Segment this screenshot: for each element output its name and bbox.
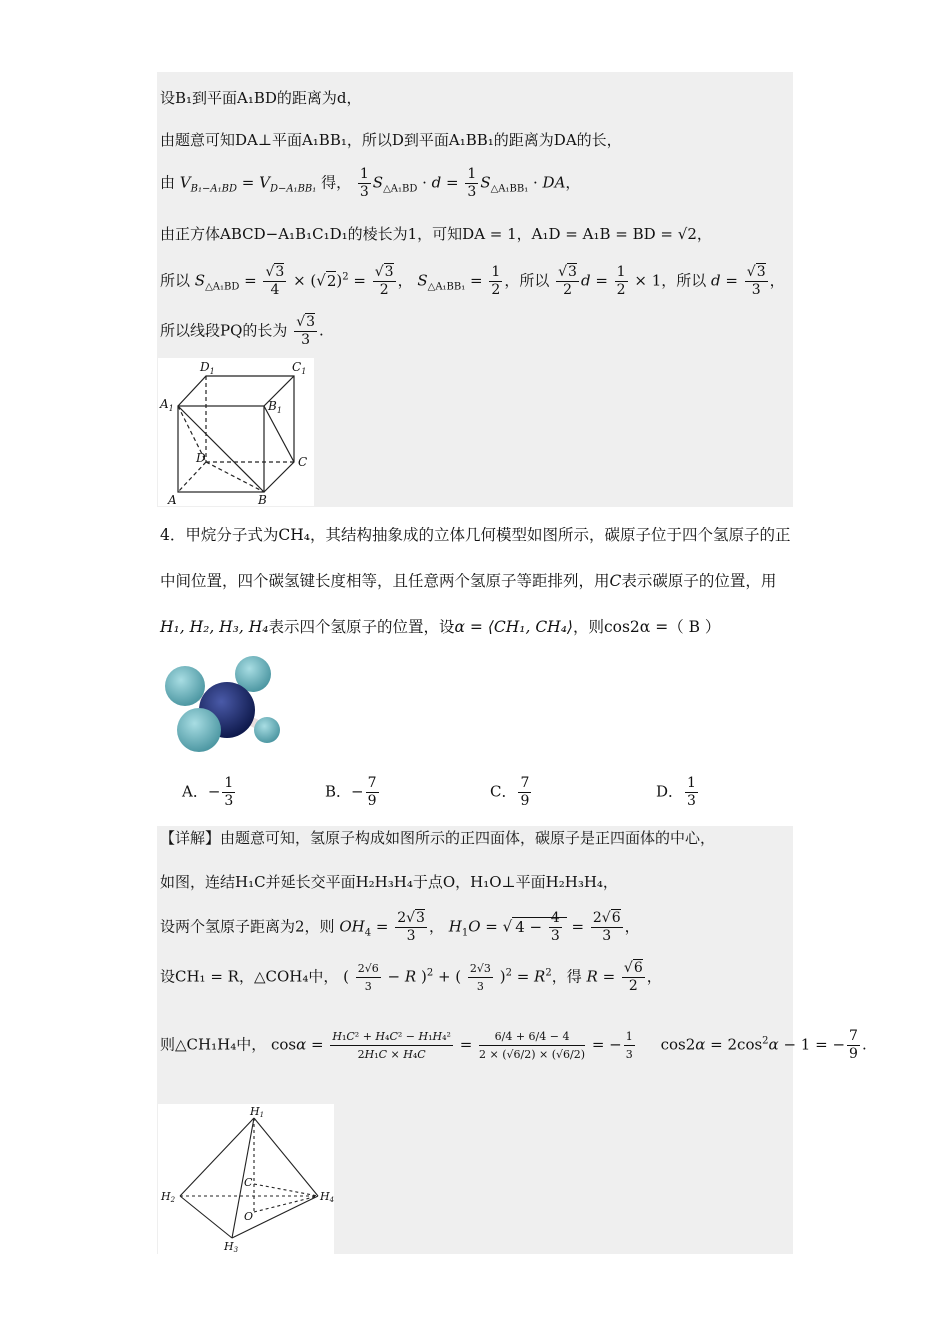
label-C1: $C_1$ [292,360,307,376]
label-D1: $D_1$ [200,360,215,376]
sol1-line4: 由正方体ABCD−A₁B₁C₁D₁的棱长为1，可知DA = 1，A₁D = A₁B = BD = √2， [160,225,712,243]
methane-figure [155,648,285,760]
label-B: B [258,493,267,506]
label-O: O [244,1210,254,1223]
label-C: C [298,455,308,469]
sol1-line2: 由题意可知DA⊥平面A₁BB₁，所以D到平面A₁BB₁的距离为DA的长， [160,131,622,149]
cube-figure [158,358,314,506]
hydrogen-atom [165,666,205,706]
sol2-line2: 如图，连结H₁C并延长交平面H₂H₃H₄于点O，H₁O⊥平面H₂H₃H₄， [160,873,618,891]
label-H1: H1 [250,1105,265,1119]
option-d: D． $\frac{1}{3}$ [656,775,696,809]
label-B1: $B_1$ [268,399,282,415]
option-a: A．− $\frac{1}{3}$ [182,775,234,809]
sol2-line3: 设两个氢原子距离为2，则 $OH_4$ = $\frac{2√3}{3}$ ， $H_1O$ = √ 4 − $\frac{4}{3}$ = $\frac{2√6}{3}$ ， [160,910,640,944]
sol2-line5: 则△CH₁H₄中， cosα = $\frac{\text{H₁C² + H₄C² − H₁H₄²}}{\text{2H₁C × H₄C}}$ = $\frac{6/4 + 6/4 - 4}{2 \times (√6/2) \times (√6/2)}$ = − $\frac{1}{3}$ $\cos 2\alpha = 2\cos^2\alpha - 1$ = − $\frac{7}{9}$ . [160,1028,867,1062]
option-b: B．− $\frac{7}{9}$ [325,775,377,809]
tetrahedron-figure [158,1104,334,1254]
sol1-line5: 所以 $S_{\triangle A_1BD}$ = $\frac{√3}{4}$ × $(√2)^2$ = $\frac{√3}{2}$ ， $S_{\triangle A_1BB_1}$ = $\frac{1}{2}$ ，所以 $\frac{√3}{2}$ d = $\frac{1}{2}$ × 1，所以 d = $\frac{√3}{3}$ ， [160,264,785,298]
sol1-line6: 所以线段PQ的长为 $\frac{√3}{3}$ . [160,314,324,348]
hydrogen-atom [254,717,280,743]
answer: （ B ） [668,618,721,636]
label-H4: H4 [320,1190,334,1204]
label-D: D [196,451,206,465]
option-c: C． $\frac{7}{9}$ [490,775,530,809]
label-A: A [168,493,177,506]
sol1-line1: 设B₁到平面A₁BD的距离为d， [160,89,362,107]
label-C: C [244,1176,253,1189]
question-4: 4．甲烷分子式为CH₄，其结构抽象成的立体几何模型如图所示，碳原子位于四个氢原子的正中间位置，四个碳氢键长度相等，且任意两个氢原子等距排列，用C表示碳原子的位置，用H₁, H₂, H₃, H₄表示四个氢原子的位置，设α = ⟨CH₁, CH₄⟩，则cos2α =（ B ） [160,526,791,636]
label-H3: H3 [224,1240,239,1254]
sol1-line3: 由 $V_{B_1-A_1BD} = V_{D-A_1BB_1}$ 得， $\frac{1}{3}$ $S_{\triangle A_1BD} \cdot d$ = $\frac{1}{3}$ $S_{\triangle A_1BB_1}$ · DA， [160,166,581,200]
hydrogen-atom [177,708,221,752]
sol2-line4: 设CH₁ = R，△COH₄中， ( $\frac{2√6}{3}$ − R )$^2$ + ( $\frac{2√3}{3}$ )$^2 = R^2$，得 R = $\frac{√6}{2}$ ， [160,960,662,994]
label-H2: H2 [161,1190,176,1204]
label-A1: $A_1$ [160,397,174,413]
sol2-line1: 【详解】由题意可知，氢原子构成如图所示的正四面体，碳原子是正四面体的中心， [160,829,716,847]
